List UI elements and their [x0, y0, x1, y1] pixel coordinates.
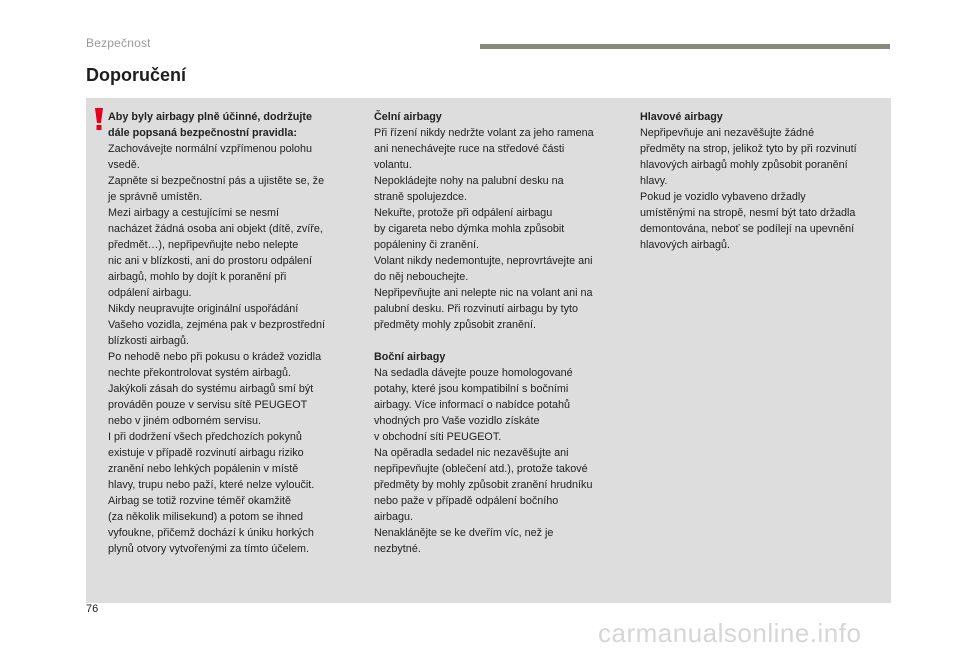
text-line: Vašeho vozidla, zejména pak v bezprostřední — [108, 319, 326, 331]
text-line: ani nenechávejte ruce na středové části — [374, 143, 565, 155]
frontal-airbags-lines — [374, 125, 626, 333]
text-line: prováděn pouze v servisu sítě PEUGEOT — [108, 399, 308, 411]
text-line: airbagy. Více informací o nabídce potahů — [374, 399, 571, 411]
curtain-airbags-heading: Hlavové airbagy — [640, 111, 723, 123]
text-line: potahy, které jsou kompatibilní s bočními — [374, 383, 569, 395]
watermark-text: carmanualsonline.info — [598, 618, 862, 648]
text-line: airbagů, mohlo by dojít k poranění při — [108, 271, 287, 283]
text-line: předměty na strop, jelikož tyto by při rozvinutí — [640, 143, 857, 155]
text-line: nezbytné. — [374, 543, 421, 555]
section-label: Bezpečnost — [86, 36, 151, 50]
lateral-airbags-lines — [374, 365, 626, 557]
text-line: Na sedadla dávejte pouze homologované — [374, 367, 573, 379]
text-line: Airbag se totiž rozvine téměř okamžitě — [108, 495, 292, 507]
curtain-airbags-block — [640, 109, 890, 253]
text-line: zranění nebo lehkých popálenin v místě — [108, 463, 299, 475]
text-line: Při řízení nikdy nedržte volant za jeho ramena — [374, 127, 594, 139]
lateral-airbags-block — [374, 349, 626, 557]
text-line: Na opěradla sedadel nic nezavěšujte ani — [374, 447, 569, 459]
text-line: I při dodržení všech předchozích pokynů — [108, 431, 302, 443]
text-line: popáleniny či zranění. — [374, 239, 480, 251]
text-line: demontována, neboť se podílejí na upevnění — [640, 223, 855, 235]
text-line: Nepokládejte nohy na palubní desku na — [374, 175, 564, 187]
text-line: Nikdy neupravujte originální uspořádání — [108, 303, 299, 315]
text-line: nebo v jiném odborném servisu. — [108, 415, 262, 427]
frontal-lateral-column — [374, 109, 626, 557]
text-line: vhodných pro Vaše vozidlo získáte — [374, 415, 540, 427]
text-line: je správně umístěn. — [108, 191, 203, 203]
text-line: palubní desku. Při rozvinutí airbagu by tyto — [374, 303, 579, 315]
text-line: Zachovávejte normální vzpřímenou polohu — [108, 143, 313, 155]
text-line: předměty mohly způsobit zranění. — [374, 319, 537, 331]
curtain-column — [640, 109, 890, 253]
text-line: Mezi airbagy a cestujícími se nesmí — [108, 207, 280, 219]
warning-block — [108, 109, 358, 557]
page-title: Doporučení — [86, 65, 187, 85]
text-line: hlavy, trupu nebo paží, které nelze vyloučit. — [108, 479, 315, 491]
text-line: hlavových airbagů. — [640, 239, 731, 251]
text-line: (za několik milisekund) a potom se ihned — [108, 511, 304, 523]
text-line: nebo paže v případě odpálení bočního — [374, 495, 559, 507]
warning-column — [108, 109, 358, 557]
text-line: vyfoukne, přičemž dochází k úniku horkých — [108, 527, 314, 539]
warning-heading-line: dále popsaná bezpečnostní pravidla: — [108, 127, 297, 139]
text-line: airbagu. — [374, 511, 414, 523]
frontal-airbags-heading: Čelní airbagy — [374, 111, 442, 123]
text-line: Volant nikdy nedemontujte, neprovrtávejte ani — [374, 255, 593, 267]
warning-lines — [108, 141, 358, 557]
text-line: Pokud je vozidlo vybaveno držadly — [640, 191, 806, 203]
text-line: hlavových airbagů mohly způsobit poranění — [640, 159, 848, 171]
text-line: Po nehodě nebo při pokusu o krádež vozidla — [108, 351, 322, 363]
text-line: do něj nebouchejte. — [374, 271, 469, 283]
text-line: odpálení airbagu. — [108, 287, 192, 299]
text-line: v obchodní síti PEUGEOT. — [374, 431, 502, 443]
text-line: Zapněte si bezpečnostní pás a ujistěte se, že — [108, 175, 325, 187]
text-line: předměty by mohly způsobit zranění hrudníku — [374, 479, 593, 491]
text-line: Nekuřte, protože při odpálení airbagu — [374, 207, 553, 219]
text-line: Nepřipevňujte ani nelepte nic na volant ani na — [374, 287, 593, 299]
lateral-airbags-heading: Boční airbagy — [374, 351, 446, 363]
text-line: nepřipevňujte (oblečení atd.), protože takové — [374, 463, 588, 475]
text-line: existuje v případě rozvinutí airbagu riziko — [108, 447, 304, 459]
text-line: nic ani v blízkosti, ani do prostoru odpálení — [108, 255, 313, 267]
page-number: 76 — [86, 603, 99, 615]
text-line: vsedě. — [108, 159, 140, 171]
curtain-airbags-lines — [640, 125, 890, 253]
text-line: plynů otvory vytvořenými za tímto účelem. — [108, 543, 310, 555]
text-line: Jakýkoli zásah do systému airbagů smí být — [108, 383, 314, 395]
frontal-airbags-block — [374, 109, 626, 333]
text-line: umístěnými na stropě, nesmí být tato držadla — [640, 207, 856, 219]
text-line: Nenaklánějte se ke dveřím víc, než je — [374, 527, 554, 539]
text-line: předmět…), nepřipevňujte nebo nelepte — [108, 239, 299, 251]
text-line: by cigareta nebo dýmka mohla způsobit — [374, 223, 565, 235]
text-line: hlavy. — [640, 175, 668, 187]
warning-heading-line: Aby byly airbagy plně účinné, dodržujte — [108, 111, 312, 123]
text-line: Nepřipevňuje ani nezavěšujte žádné — [640, 127, 815, 139]
text-line: straně spolujezdce. — [374, 191, 468, 203]
exclamation-warning-icon — [92, 107, 106, 131]
text-line: blízkosti airbagů. — [108, 335, 190, 347]
text-line: nechte překontrolovat systém airbagů. — [108, 367, 292, 379]
text-line: volantu. — [374, 159, 412, 171]
header-rule — [480, 44, 890, 49]
text-line: nacházet žádná osoba ani objekt (dítě, zvíře, — [108, 223, 323, 235]
